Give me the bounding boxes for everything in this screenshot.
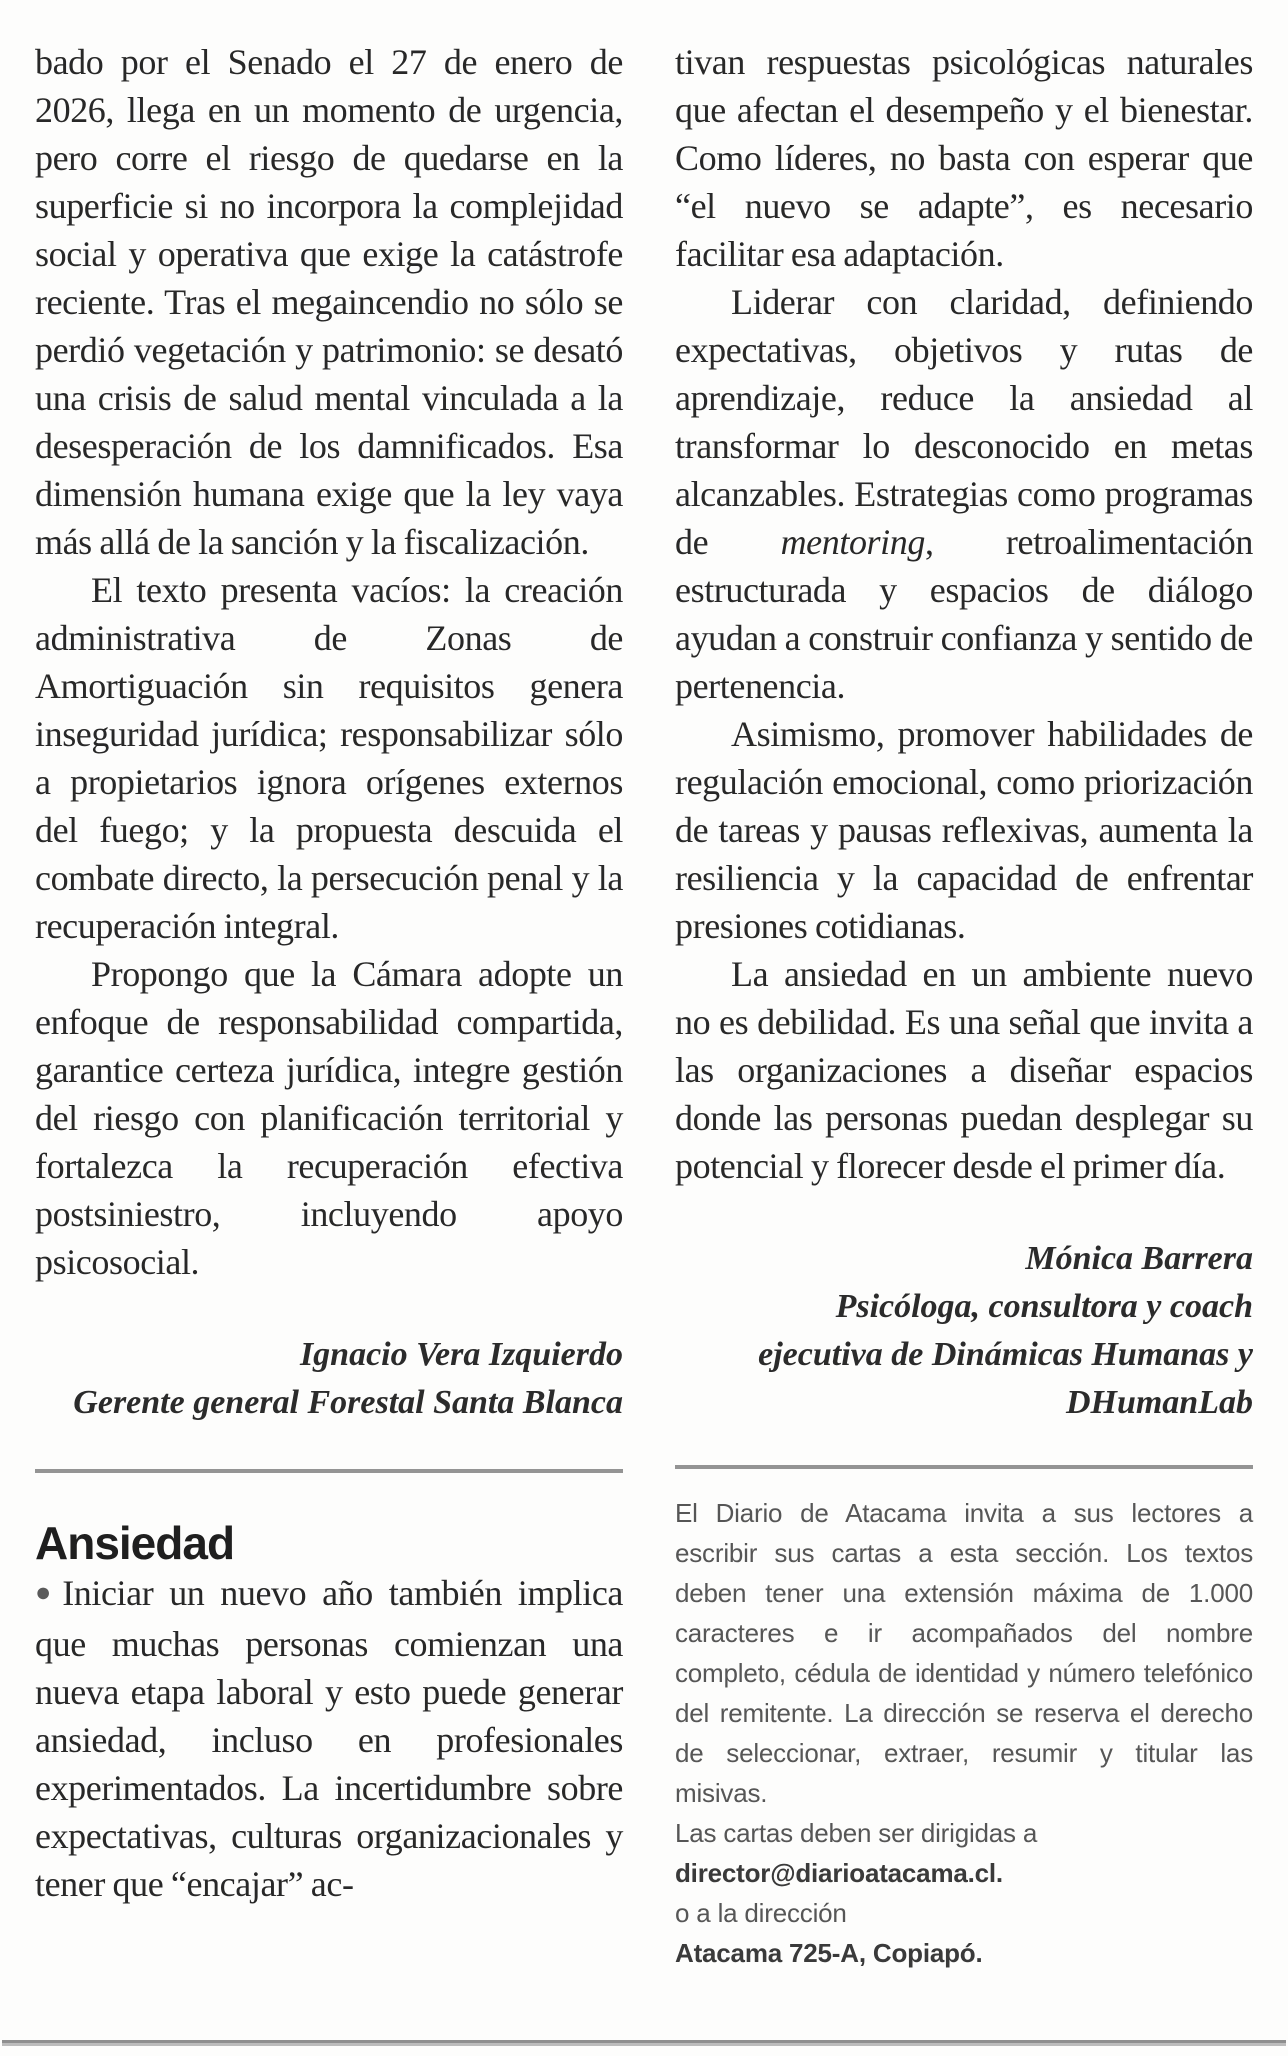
section-divider-right — [675, 1465, 1253, 1469]
letter2-signature-name: Mónica Barrera — [1025, 1240, 1253, 1277]
letter2-heading: Ansiedad — [35, 1517, 235, 1569]
letter2-paragraph-5: La ansiedad en un ambiente nuevo no es debilidad. Es una señal que invita a las organizaciones a diseñar espacios donde las personas puedan desplegar su potencial y florecer desde el primer día. — [675, 954, 1253, 1186]
letter2-paragraph-3-tail: , retroalimentación estructurada y espacios de diálogo ayudan a construir confianza y sentido de pertenencia. — [675, 522, 1254, 706]
editor-note — [675, 1493, 1253, 1973]
editor-note-address: Atacama 725-A, Copiapó. — [675, 1938, 983, 1968]
letter2-paragraph-3 — [675, 278, 1253, 710]
editor-note-cartas-line: Las cartas deben ser dirigidas a — [675, 1818, 1038, 1848]
editor-note-body: El Diario de Atacama invita a sus lectores a escribir sus cartas a esta sección. Los textos deben tener una extensión máxima de 1.000 caracteres e ir acompañados del nombre completo, cédula de identidad y número telefónico del remitente. La dirección se reserva el derecho de seleccionar, extraer, resumir y titular las misivas. — [675, 1498, 1253, 1808]
letter2-signature-title-line3: DHumanLab — [1065, 1384, 1253, 1421]
letter2-signature-title-line1: Psicóloga, consultora y coach — [835, 1288, 1253, 1325]
editor-note-direccion-line: o a la dirección — [675, 1898, 847, 1928]
letter2-paragraph-4: Asimismo, promover habilidades de regulación emocional, como priorización de tareas y pausas reflexivas, aumenta la resiliencia y la capacidad de enfrentar presiones cotidianas. — [675, 714, 1253, 946]
letter2-paragraph-1 — [35, 1569, 623, 1908]
letter1-signature — [35, 1331, 623, 1427]
letter1-paragraph-3: Propongo que la Cámara adopte un enfoque de responsabilidad compartida, garantice certeza jurídica, integre gestión del riesgo con planificación territorial y fortalezca la recuperación efectiva postsiniestro, incluyendo apoyo psicosocial. — [35, 954, 623, 1282]
letter2-paragraph-1-text: Iniciar un nuevo año también implica que muchas personas comienzan una nueva etapa laboral y esto puede generar ansiedad, incluso en profesionales experimentados. La incertidumbre sobre expectativas, culturas organizacionales y tener que “encajar” ac- — [35, 1573, 623, 1904]
letter2-paragraph-2: tivan respuestas psicológicas naturales que afectan el desempeño y el bienestar. Como líderes, no basta con esperar que “el nuevo se adapte”, es necesario facilitar esa adaptación. — [675, 42, 1253, 274]
page-bottom-rule — [2, 2040, 1286, 2046]
column-right — [675, 38, 1253, 1973]
column-left — [35, 38, 623, 1908]
letter1-paragraph-continuation: bado por el Senado el 27 de enero de 2026, llega en un momento de urgencia, pero corre el riesgo de quedarse en la superficie si no incorpora la complejidad social y operativa que exige la catástrofe reciente. Tras el megaincendio no sólo se perdió vegetación y patrimonio: se desató una crisis de salud mental vinculada a la desesperación de los damnificados. Esa dimensión humana exige que la ley vaya más allá de la sanción y la fiscalización. — [35, 42, 623, 562]
letter1-paragraph-2: El texto presenta vacíos: la creación administrativa de Zonas de Amortiguación sin requisitos genera inseguridad jurídica; responsabilizar sólo a propietarios ignora orígenes externos del fuego; y la propuesta descuida el combate directo, la persecución penal y la recuperación integral. — [35, 570, 623, 946]
mentoring-italic-term: mentoring — [780, 522, 925, 562]
section-divider-left — [35, 1469, 623, 1473]
letter2-signature — [675, 1235, 1253, 1427]
letter2-paragraph-3-lead: Liderar con claridad, definiendo expectativas, objetivos y rutas de aprendizaje, reduce la ansiedad al transformar lo desconocido en metas alcanzables. Estrategias como programas de — [675, 282, 1253, 562]
letter1-signature-title: Gerente general Forestal Santa Blanca — [73, 1384, 623, 1421]
bullet-icon: ● — [35, 1577, 60, 1607]
editor-note-email: director@diarioatacama.cl. — [675, 1858, 1003, 1888]
letter1-signature-name: Ignacio Vera Izquierdo — [299, 1336, 623, 1373]
letter2-signature-title-line2: ejecutiva de Dinámicas Humanas y — [758, 1336, 1253, 1373]
